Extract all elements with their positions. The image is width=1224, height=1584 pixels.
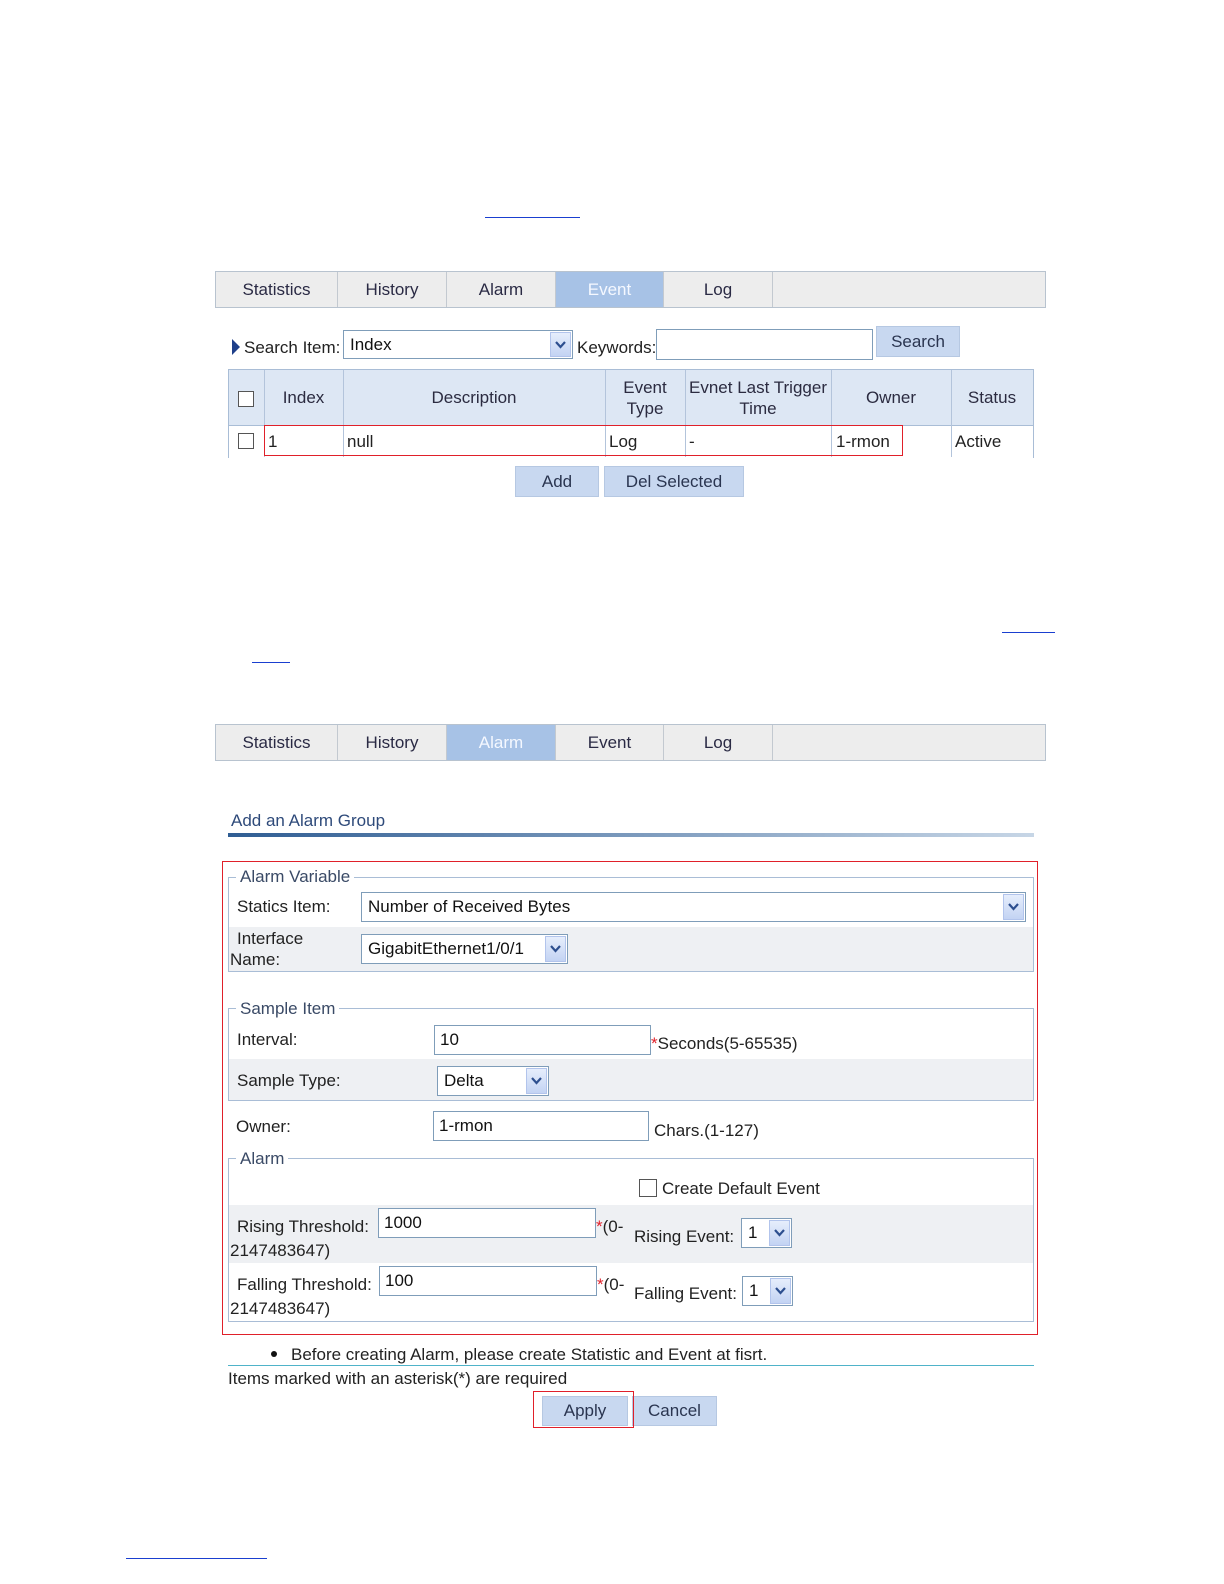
sample-type-label: Sample Type: — [237, 1071, 341, 1090]
falling-event-label: Falling Event: — [634, 1284, 737, 1303]
chevron-down-icon[interactable] — [545, 936, 566, 962]
section-title: Add an Alarm Group — [231, 811, 386, 830]
del-selected-button[interactable]: Del Selected — [604, 466, 744, 497]
tab-history[interactable]: History — [338, 272, 447, 307]
rising-range-hint-cont: 2147483647) — [230, 1241, 331, 1260]
rising-threshold-label: Rising Threshold: — [237, 1217, 369, 1236]
tab-log[interactable]: Log — [664, 725, 773, 760]
search-item-label: Search Item: — [244, 338, 341, 357]
column-header-status: Status — [967, 388, 1017, 407]
row-band — [229, 927, 1033, 971]
column-header-index: Index — [282, 388, 325, 407]
falling-event-value: 1 — [749, 1281, 759, 1300]
search-item-value: Index — [350, 334, 392, 354]
statics-item-value: Number of Received Bytes — [368, 897, 571, 916]
alarm-legend: Alarm — [236, 1149, 288, 1169]
interval-label: Interval: — [237, 1030, 298, 1049]
sample-item-legend: Sample Item — [236, 999, 339, 1019]
title-underline — [228, 833, 1034, 837]
interface-name-value: GigabitEthernet1/0/1 — [368, 939, 524, 958]
tab-statistics[interactable]: Statistics — [216, 272, 338, 307]
required-asterisk: * — [596, 1217, 603, 1236]
cell-last-trigger: - — [689, 431, 695, 451]
tab-event[interactable]: Event — [556, 725, 664, 760]
falling-range-hint — [597, 1275, 624, 1295]
row-checkbox[interactable] — [238, 433, 254, 449]
owner-hint: Chars.(1-127) — [654, 1121, 759, 1140]
statics-item-label: Statics Item: — [237, 897, 331, 916]
hyperlink-underline[interactable] — [1002, 632, 1055, 633]
falling-event-select[interactable] — [742, 1276, 793, 1306]
play-arrow-icon — [231, 338, 241, 356]
falling-threshold-label: Falling Threshold: — [237, 1275, 372, 1294]
hyperlink-underline[interactable] — [126, 1558, 267, 1559]
falling-threshold-input[interactable]: 100 — [379, 1266, 597, 1296]
keywords-label: Keywords: — [577, 338, 657, 357]
interface-name-label: Interface — [237, 929, 304, 948]
interval-input[interactable]: 10 — [434, 1025, 651, 1055]
rising-event-value: 1 — [748, 1223, 758, 1242]
rising-range-text: (0- — [602, 1217, 624, 1236]
tab-bar — [215, 271, 1046, 308]
note-divider — [228, 1365, 1034, 1366]
tab-alarm[interactable]: Alarm — [447, 272, 556, 307]
table-header — [229, 370, 1033, 425]
cell-owner: 1-rmon — [836, 431, 890, 451]
tab-statistics[interactable]: Statistics — [216, 725, 338, 760]
add-button[interactable]: Add — [515, 466, 599, 497]
tab-history[interactable]: History — [338, 725, 447, 760]
search-button[interactable]: Search — [876, 326, 960, 357]
row-band — [229, 1059, 1033, 1100]
rising-event-label: Rising Event: — [634, 1227, 735, 1246]
tab-alarm[interactable]: Alarm — [447, 725, 556, 760]
create-default-event-label: Create Default Event — [662, 1179, 820, 1198]
interval-hint — [651, 1034, 798, 1054]
cell-description: null — [347, 431, 374, 451]
chevron-down-icon[interactable] — [1003, 894, 1024, 920]
chevron-down-icon[interactable] — [769, 1220, 790, 1246]
column-header-owner: Owner — [865, 388, 917, 407]
interface-name-select[interactable] — [361, 934, 568, 964]
highlight-box — [533, 1391, 634, 1428]
select-all-checkbox[interactable] — [238, 391, 254, 407]
highlight-box — [264, 425, 903, 456]
chevron-down-icon[interactable] — [770, 1278, 791, 1304]
cell-event-type: Log — [609, 431, 638, 451]
rising-threshold-input[interactable]: 1000 — [378, 1208, 596, 1238]
tab-bar-filler — [773, 725, 1045, 760]
hyperlink-underline[interactable] — [252, 662, 290, 663]
required-asterisk: * — [597, 1275, 604, 1294]
interface-name-label: Name: — [230, 950, 281, 969]
keywords-input[interactable] — [656, 329, 873, 360]
cell-index: 1 — [268, 431, 278, 451]
tab-event[interactable]: Event — [556, 272, 664, 307]
rising-event-select[interactable] — [741, 1218, 792, 1248]
owner-label: Owner: — [236, 1117, 291, 1136]
chevron-down-icon[interactable] — [550, 332, 571, 357]
falling-range-text: (0- — [603, 1275, 625, 1294]
tab-bar-filler — [773, 272, 1045, 307]
rising-range-hint — [596, 1217, 623, 1237]
sample-type-value: Delta — [444, 1071, 484, 1090]
hyperlink-underline[interactable] — [485, 217, 580, 218]
bullet-icon — [271, 1351, 277, 1357]
apply-button[interactable]: Apply — [542, 1396, 628, 1426]
create-default-event-checkbox[interactable] — [639, 1179, 657, 1197]
alarm-variable-legend: Alarm Variable — [236, 867, 354, 887]
required-note: Items marked with an asterisk(*) are required — [228, 1369, 568, 1388]
statics-item-select[interactable] — [361, 892, 1026, 922]
required-asterisk: * — [651, 1034, 658, 1053]
tab-log[interactable]: Log — [664, 272, 773, 307]
column-header-description: Description — [431, 388, 517, 407]
alarm-group — [228, 1158, 1034, 1322]
falling-range-hint-cont: 2147483647) — [230, 1299, 331, 1318]
note-text: Before creating Alarm, please create Statistic and Event at fisrt. — [291, 1345, 768, 1364]
owner-input[interactable]: 1-rmon — [433, 1111, 649, 1141]
search-item-select[interactable] — [343, 330, 573, 359]
cell-status: Active — [955, 431, 1002, 451]
sample-type-select[interactable] — [437, 1066, 549, 1096]
chevron-down-icon[interactable] — [526, 1068, 547, 1094]
cancel-button[interactable]: Cancel — [632, 1396, 717, 1426]
column-divider — [951, 370, 952, 457]
tab-bar — [215, 724, 1046, 761]
interval-hint-text: Seconds(5-65535) — [657, 1034, 798, 1053]
column-header-event-type: Event Type — [623, 377, 667, 418]
column-header-last-trigger: Evnet Last Trigger Time — [689, 377, 827, 418]
